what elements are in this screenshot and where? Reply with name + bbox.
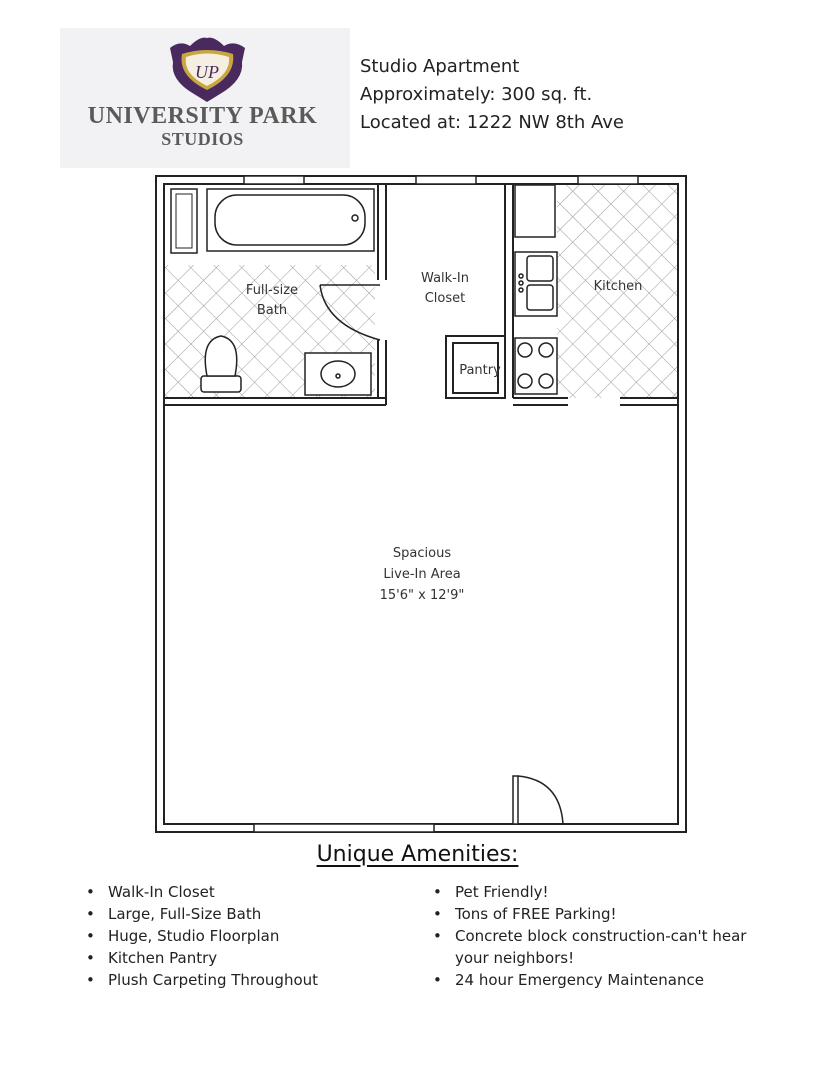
list-item: • Pet Friendly! — [429, 881, 759, 903]
living-dimensions: 15'6" x 12'9" — [379, 588, 465, 603]
amenities-left-list — [82, 881, 382, 991]
amenities-right-list — [429, 881, 759, 991]
info-size: Approximately: 300 sq. ft. — [360, 84, 593, 105]
list-item: • Huge, Studio Floorplan — [82, 925, 382, 947]
list-item: • Concrete block construction-can't hear your neighbors! — [429, 925, 759, 969]
bath-label-1: Full-size — [245, 283, 299, 298]
living-label-2: Live-In Area — [383, 567, 461, 582]
closet-label-2: Closet — [424, 291, 466, 306]
sink-icon — [305, 353, 371, 395]
shelf-icon — [171, 189, 197, 253]
list-item: • Kitchen Pantry — [82, 947, 382, 969]
pantry-label: Pantry — [459, 363, 501, 378]
brand-name: UNIVERSITY PARK — [87, 103, 318, 129]
amenities-title: Unique Amenities: — [316, 842, 519, 867]
list-item: • Plush Carpeting Throughout — [82, 969, 382, 991]
list-item: • Large, Full-Size Bath — [82, 903, 382, 925]
living-label-1: Spacious — [392, 546, 452, 561]
brand-subname: STUDIOS — [161, 129, 244, 149]
closet-label-1: Walk-In — [421, 271, 469, 286]
kitchen-label: Kitchen — [593, 279, 643, 294]
info-address: Located at: 1222 NW 8th Ave — [360, 112, 624, 133]
info-type: Studio Apartment — [360, 56, 520, 77]
fridge-icon — [515, 185, 555, 237]
bathtub-icon — [207, 189, 374, 251]
crest-monogram: UP — [195, 62, 219, 82]
entry-door — [513, 776, 563, 824]
list-item: • Tons of FREE Parking! — [429, 903, 759, 925]
list-item: • Walk-In Closet — [82, 881, 382, 903]
kitchen-sink-icon — [515, 252, 557, 316]
list-item: • 24 hour Emergency Maintenance — [429, 969, 759, 991]
stove-icon — [515, 338, 557, 394]
bath-label-2: Bath — [256, 303, 288, 318]
